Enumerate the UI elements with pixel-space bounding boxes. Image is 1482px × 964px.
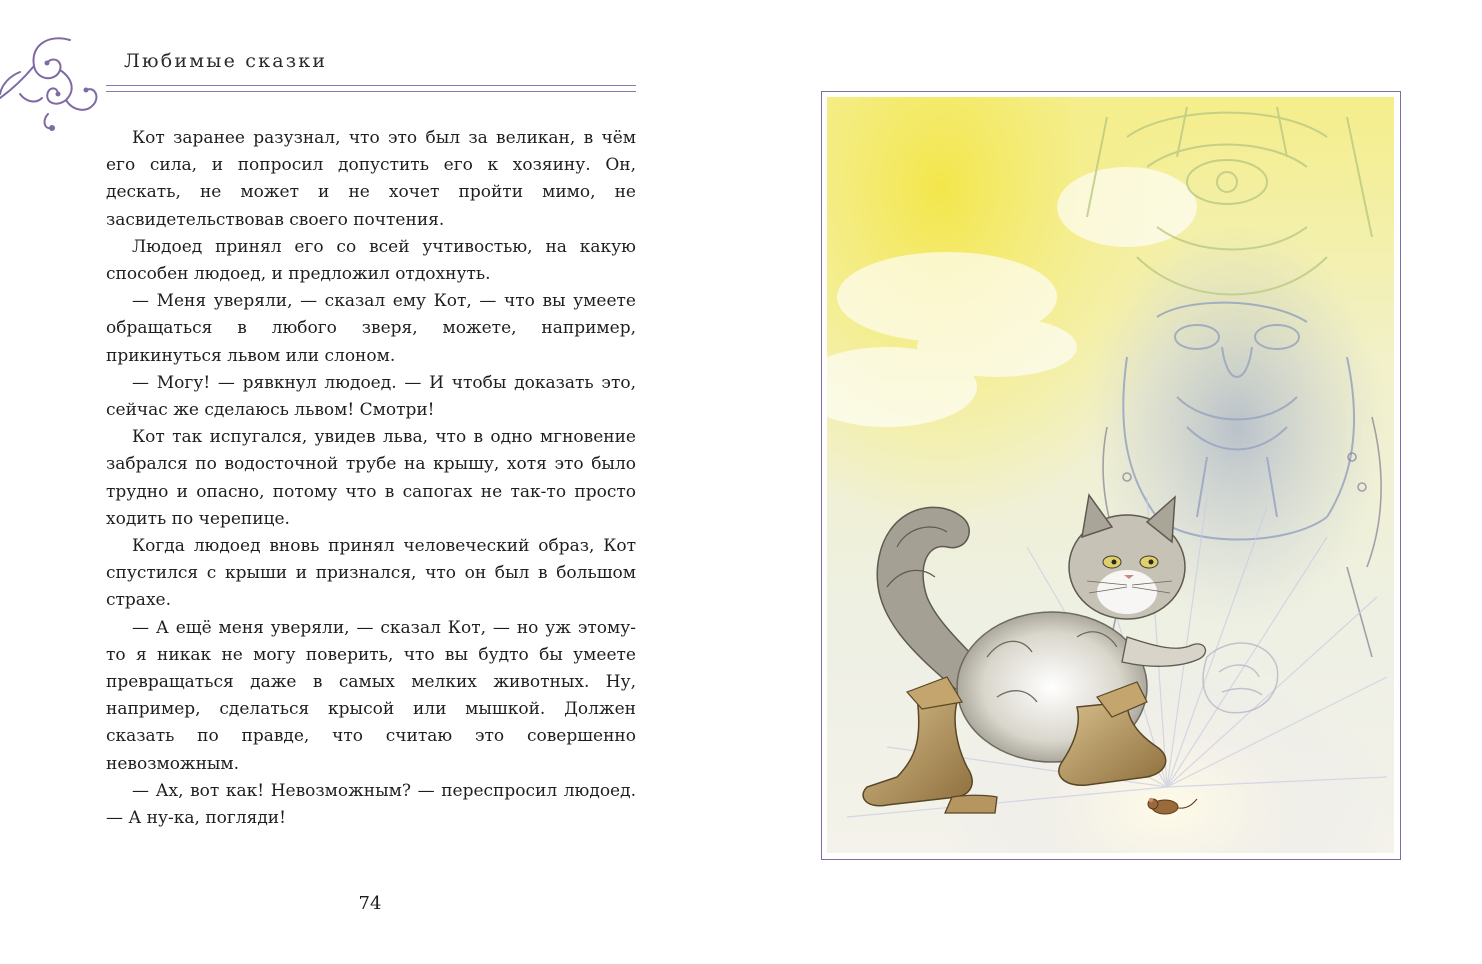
paragraph: — А ещё меня уверяли, — сказал Кот, — но уж этому-то я никак не могу поверить, что вы будто бы умеете превращаться даже в самых мелких животных. Ну, например, сделаться крысой или мышкой. Должен сказать по правде, что считаю это совершенно невозможным. xyxy=(106,617,636,774)
illustration-frame xyxy=(821,91,1401,860)
corner-flourish-icon xyxy=(0,18,110,138)
paragraph: — Ах, вот как! Невозможным? — переспросил людоед. — А ну-ка, погляди! xyxy=(106,780,636,829)
paragraph: — Могу! — рявкнул людоед. — И чтобы доказать это, сейчас же сделаюсь львом! Смотри! xyxy=(106,372,636,421)
header-rule xyxy=(106,85,636,92)
illustration-svg xyxy=(827,97,1394,853)
story-text xyxy=(106,125,636,832)
puss-in-boots-illustration-icon xyxy=(827,97,1394,853)
paragraph: Людоед принял его со всей учтивостью, на какую способен людоед, и предложил отдохнуть. xyxy=(106,236,636,285)
paragraph: Когда людоед вновь принял человеческий образ, Кот спустился с крыши и признался, что он был в большом страхе. xyxy=(106,536,636,611)
paragraph: — Меня уверяли, — сказал ему Кот, — что вы умеете обращаться в любого зверя, можете, например, прикинуться львом или слоном. xyxy=(106,291,636,366)
page-number: 74 xyxy=(358,893,382,914)
paragraph: Кот заранее разузнал, что это был за великан, в чём его сила, и попросил допустить его к хозяину. Он, дескать, не может и не хочет пройти мимо, не засвидетельствовав своего почтения. xyxy=(106,128,636,230)
running-title: Любимые сказки xyxy=(124,50,328,72)
paragraph: Кот так испугался, увидев льва, что в одно мгновение забрался по водосточной трубе на крышу, хотя это было трудно и опасно, потому что в сапогах не так-то просто ходить по черепице. xyxy=(106,427,636,529)
